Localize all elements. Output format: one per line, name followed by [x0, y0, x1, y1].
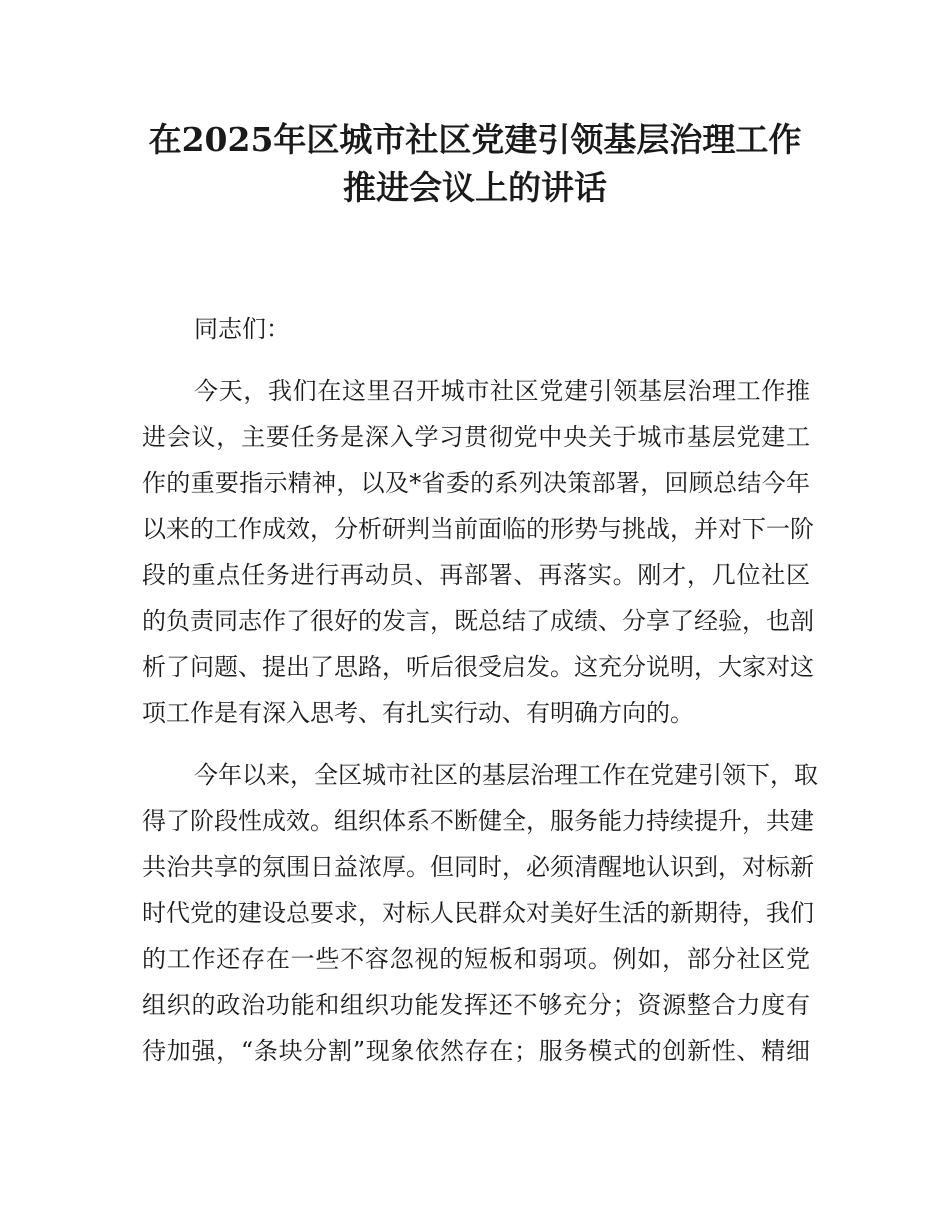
salutation: 同志们：	[194, 315, 290, 343]
text-line: 进会议，主要任务是深入学习贯彻党中央关于城市基层党建工	[142, 423, 810, 451]
paragraph-1	[142, 368, 814, 736]
text-line: 组织的政治功能和组织功能发挥还不够充分；资源整合力度有	[142, 991, 810, 1019]
text-line: 段的重点任务进行再动员、再部署、再落实。刚才，几位社区	[142, 561, 810, 589]
text-line: 的负责同志作了很好的发言，既总结了成绩、分享了经验，也剖	[142, 607, 814, 635]
text-line: 今年以来，全区城市社区的基层治理工作在党建引领下，取	[194, 761, 818, 789]
text-line: 共治共享的氛围日益浓厚。但同时，必须清醒地认识到，对标新	[142, 853, 814, 881]
text-line: 的工作还存在一些不容忽视的短板和弱项。例如，部分社区党	[142, 945, 810, 973]
text-line: 得了阶段性成效。组织体系不断健全，服务能力持续提升，共建	[142, 807, 814, 835]
salutation-paragraph	[142, 306, 810, 352]
text-line: 析了问题、提出了思路，听后很受启发。这充分说明，大家对这	[142, 653, 814, 681]
paragraph-2	[142, 752, 818, 1074]
document-title-line-1: 在2025年区城市社区党建引领基层治理工作	[148, 120, 802, 159]
text-line: 待加强，“条块分割”现象依然存在；服务模式的创新性、精细	[142, 1037, 810, 1065]
text-line: 时代党的建设总要求，对标人民群众对美好生活的新期待，我们	[142, 899, 814, 927]
text-line: 项工作是有深入思考、有扎实行动、有明确方向的。	[142, 699, 694, 727]
document-title-line-2: 推进会议上的讲话	[343, 168, 607, 207]
text-line: 作的重要指示精神，以及*省委的系列决策部署，回顾总结今年	[142, 469, 810, 497]
text-line: 以来的工作成效，分析研判当前面临的形势与挑战，并对下一阶	[142, 515, 814, 543]
document-body	[142, 306, 818, 1090]
text-line: 今天，我们在这里召开城市社区党建引领基层治理工作推	[194, 377, 810, 405]
